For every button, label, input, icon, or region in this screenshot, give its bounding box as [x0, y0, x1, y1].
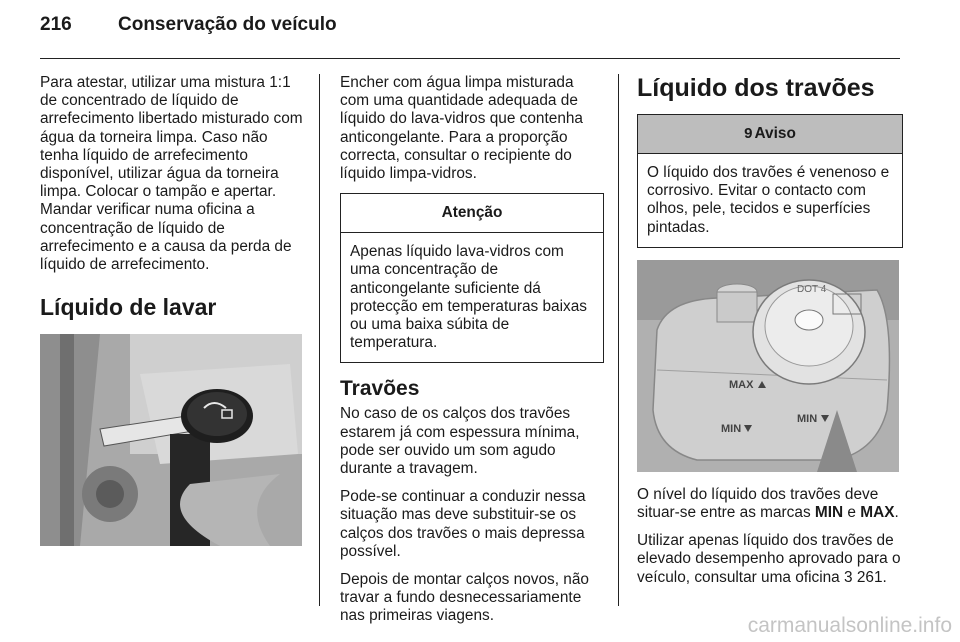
- column-2: [340, 74, 604, 636]
- warning-text: O líquido dos travões é venenoso e corrosivo. Evitar o contacto com olhos, pele, tecidos e superfícies pintadas.: [647, 164, 890, 236]
- washer-reservoir-photo: [40, 334, 302, 546]
- column-divider-1: [319, 74, 320, 606]
- page-title: Conservação do veículo: [118, 14, 337, 35]
- coolant-refill-paragraph: Para atestar, utilizar uma mistura 1:1 de concentrado de líquido de arrefecimento libertado misturado com água da torneira limpa. Caso não tenha líquido de arrefecimento disponível, utilizar água da torneira limpa. Colocar o tampão e apertar. Mandar verificar numa oficina a concentração de líquido de arrefecimento e a causa da perda de líquido de arrefecimento.: [40, 74, 303, 274]
- column-divider-2: [618, 74, 619, 606]
- attention-notice-text: Apenas líquido lava-vidros com uma concentração de anticongelante suficiente dá protecção em temperaturas baixas ou uma baixa súbita de temperatura.: [350, 243, 587, 352]
- warning-triangle-icon: 9: [744, 125, 753, 142]
- level-text-post: .: [894, 504, 899, 522]
- washer-fluid-heading: Líquido de lavar: [40, 294, 217, 321]
- cap-label: DOT 4: [797, 283, 827, 295]
- min-mark-label-left: MIN: [721, 422, 742, 435]
- column-3: [637, 74, 903, 597]
- brake-fluid-spec-paragraph: [637, 532, 903, 587]
- warning-title: Aviso: [754, 125, 796, 142]
- column-1: [40, 74, 308, 546]
- page-ref-arrow-icon: 3: [844, 568, 853, 586]
- new-pads-paragraph: Depois de montar calços novos, não travar a fundo desnecessariamente nas primeiras viagens.: [340, 571, 589, 625]
- attention-notice-box: [340, 193, 604, 363]
- washer-fill-paragraph: Encher com água limpa misturada com uma quantidade adequada de líquido do lava-vidros que contenha anticongelante. Para a proporção correcta, consultar o recipiente do líquido limpa-vidros.: [340, 74, 583, 183]
- page-number: 216: [40, 14, 72, 35]
- watermark: carmanualsonline.info: [747, 614, 952, 637]
- brake-fluid-heading: Líquido dos travões: [637, 74, 875, 102]
- brake-fluid-reservoir-photo: [637, 260, 899, 472]
- spec-text: Utilizar apenas líquido dos travões de elevado desempenho aprovado para o veículo, consultar uma oficina: [637, 532, 901, 586]
- header-rule: [40, 58, 900, 59]
- warning-box: [637, 114, 903, 248]
- min-mark-label-right: MIN: [797, 412, 818, 425]
- page-ref-number[interactable]: 261.: [852, 568, 887, 586]
- brake-pads-paragraph: No caso de os calços dos travões estarem já com espessura mínima, pode ser ouvido um som agudo durante a travagem.: [340, 405, 580, 478]
- brakes-heading: Travões: [340, 377, 420, 401]
- brake-level-paragraph: [637, 486, 903, 522]
- warning-header: [638, 115, 902, 154]
- level-text-pre: O nível do líquido dos travões deve situar-se entre as marcas: [637, 485, 879, 522]
- level-text-mid: e: [843, 504, 861, 522]
- brake-replace-paragraph: Pode-se continuar a conduzir nessa situação mas deve substituir-se os calços dos travões o mais depressa possível.: [340, 488, 586, 560]
- attention-notice-title: Atenção: [341, 194, 603, 233]
- max-mark-text: MAX: [860, 504, 895, 522]
- max-mark-label: MAX: [729, 378, 754, 391]
- min-mark-text: MIN: [814, 504, 844, 522]
